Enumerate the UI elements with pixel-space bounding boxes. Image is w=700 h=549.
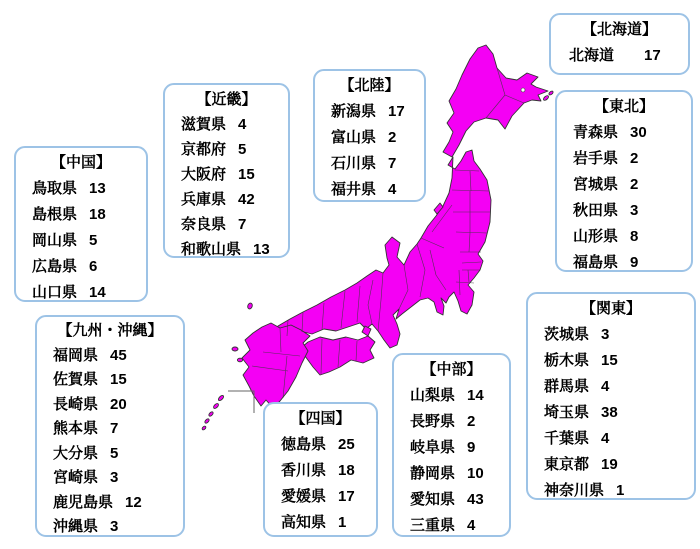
prefecture-row [37, 393, 183, 418]
prefecture-name: 熊本県 [53, 420, 99, 437]
prefecture-value: 13 [89, 180, 106, 197]
prefecture-row [528, 374, 694, 400]
prefecture-row [315, 177, 424, 202]
prefecture-row [37, 417, 183, 442]
region-box-tohoku [555, 90, 693, 272]
prefecture-value: 7 [388, 155, 397, 172]
prefecture-name: 神奈川県 [544, 482, 605, 499]
prefecture-row [315, 125, 424, 151]
prefecture-name: 岡山県 [32, 232, 78, 249]
prefecture-row [557, 250, 691, 272]
hokkaido-landmass [443, 45, 548, 157]
prefecture-value: 19 [601, 456, 618, 473]
prefecture-value: 5 [110, 444, 119, 462]
prefecture-row [37, 466, 183, 491]
shikoku-landmass [302, 336, 375, 375]
awaji-island [362, 326, 371, 336]
prefecture-name: 沖縄県 [53, 518, 99, 535]
prefecture-row [265, 432, 376, 458]
prefecture-row [394, 513, 509, 537]
prefecture-name: 京都府 [181, 141, 227, 158]
prefecture-value: 13 [253, 241, 270, 258]
prefecture-row [528, 452, 694, 478]
prefecture-name: 滋賀県 [181, 116, 227, 133]
prefecture-row [165, 162, 288, 187]
prefecture-name: 福岡県 [53, 346, 99, 364]
prefecture-name: 和歌山県 [181, 241, 242, 258]
prefecture-row [16, 202, 146, 228]
prefecture-row [165, 237, 288, 258]
hokkaido-lake [521, 88, 525, 92]
prefecture-row [557, 120, 691, 146]
prefecture-name: 山梨県 [410, 387, 456, 404]
prefecture-name: 愛知県 [410, 491, 456, 508]
prefecture-value: 4 [388, 181, 397, 198]
prefecture-row [37, 442, 183, 467]
kyushu-landmass [242, 323, 310, 408]
prefecture-name: 長野県 [410, 413, 456, 430]
prefecture-value: 2 [630, 176, 639, 193]
prefecture-name: 鳥取県 [32, 180, 78, 197]
region-title: 【北陸】 [339, 77, 400, 94]
prefecture-value: 15 [601, 352, 618, 369]
prefecture-name: 宮崎県 [53, 469, 99, 486]
prefecture-value: 2 [467, 413, 476, 430]
prefecture-row [551, 43, 688, 69]
prefecture-value: 10 [467, 465, 484, 482]
prefecture-value: 25 [338, 436, 355, 453]
prefecture-value: 20 [110, 395, 127, 413]
prefecture-value: 42 [238, 191, 255, 208]
region-title: 【九州・沖縄】 [57, 322, 163, 339]
prefecture-value: 5 [89, 232, 98, 249]
prefecture-value: 18 [89, 206, 106, 223]
region-box-hokkaido [549, 13, 690, 75]
region-box-chubu [392, 353, 511, 537]
prefecture-row [16, 228, 146, 254]
prefecture-name: 富山県 [331, 129, 377, 146]
region-box-shikoku [263, 402, 378, 537]
region-box-hokuriku [313, 69, 426, 202]
prefecture-name: 山形県 [573, 228, 619, 245]
prefecture-name: 高知県 [281, 514, 327, 531]
prefecture-value: 38 [601, 404, 618, 421]
prefecture-name: 大分県 [53, 444, 99, 462]
prefecture-name: 東京都 [544, 456, 590, 473]
prefecture-value: 4 [467, 517, 476, 534]
prefecture-name: 岩手県 [573, 150, 619, 167]
prefecture-name: 島根県 [32, 206, 78, 223]
prefecture-value: 3 [601, 326, 610, 343]
prefecture-row [165, 137, 288, 162]
prefecture-name: 香川県 [281, 462, 327, 479]
prefecture-row [165, 212, 288, 237]
prefecture-row [315, 99, 424, 125]
prefecture-row [165, 112, 288, 137]
prefecture-name: 埼玉県 [544, 404, 590, 421]
region-box-kanto [526, 292, 696, 500]
prefecture-value: 17 [338, 488, 355, 505]
prefecture-value: 45 [110, 346, 127, 364]
region-title: 【近畿】 [196, 91, 257, 108]
prefecture-row [37, 368, 183, 393]
prefecture-value: 4 [601, 430, 610, 447]
prefecture-row [557, 172, 691, 198]
prefecture-name: 鹿児島県 [53, 493, 114, 511]
prefecture-value: 18 [338, 462, 355, 479]
prefecture-row [528, 478, 694, 500]
prefecture-row [37, 344, 183, 369]
prefecture-name: 茨城県 [544, 326, 590, 343]
prefecture-row [265, 458, 376, 484]
prefecture-row [16, 254, 146, 280]
prefecture-value: 12 [125, 493, 142, 511]
prefecture-name: 北海道 [569, 47, 615, 64]
prefecture-value: 3 [630, 202, 639, 219]
prefecture-name: 愛媛県 [281, 488, 327, 505]
region-title: 【中国】 [50, 154, 111, 171]
prefecture-row [37, 491, 183, 516]
region-box-chugoku [14, 146, 148, 302]
prefecture-row [557, 146, 691, 172]
prefecture-value: 30 [630, 124, 647, 141]
prefecture-value: 2 [388, 129, 397, 146]
prefecture-value: 1 [338, 514, 347, 531]
prefecture-value: 14 [89, 284, 106, 301]
prefecture-name: 石川県 [331, 155, 377, 172]
prefecture-row [557, 198, 691, 224]
prefecture-row [265, 510, 376, 536]
prefecture-row [394, 487, 509, 513]
region-box-kyushu-okinawa [35, 315, 185, 537]
prefecture-value: 14 [467, 387, 484, 404]
prefecture-value: 43 [467, 491, 484, 508]
prefecture-name: 三重県 [410, 517, 456, 534]
prefecture-row [557, 224, 691, 250]
prefecture-name: 徳島県 [281, 436, 327, 453]
prefecture-value: 6 [89, 258, 98, 275]
prefecture-row [37, 515, 183, 537]
prefecture-name: 秋田県 [573, 202, 619, 219]
region-title: 【東北】 [593, 98, 654, 115]
prefecture-value: 2 [630, 150, 639, 167]
prefecture-value: 9 [630, 254, 639, 271]
prefecture-value: 4 [601, 378, 610, 395]
prefecture-row [528, 426, 694, 452]
prefecture-name: 奈良県 [181, 216, 227, 233]
okinawa-inset-bracket [228, 391, 254, 413]
prefecture-name: 静岡県 [410, 465, 456, 482]
prefecture-name: 福島県 [573, 254, 619, 271]
prefecture-value: 5 [238, 141, 247, 158]
prefecture-name: 宮城県 [573, 176, 619, 193]
prefecture-name: 兵庫県 [181, 191, 227, 208]
prefecture-value: 9 [467, 439, 476, 456]
prefecture-name: 佐賀県 [53, 371, 99, 388]
prefecture-name: 群馬県 [544, 378, 590, 395]
prefecture-row [394, 461, 509, 487]
prefecture-name: 長崎県 [53, 395, 99, 413]
prefecture-row [265, 484, 376, 510]
prefecture-value: 1 [616, 482, 625, 499]
prefecture-name: 青森県 [573, 124, 619, 141]
region-title: 【中部】 [421, 361, 482, 378]
prefecture-row [528, 400, 694, 426]
prefecture-value: 15 [238, 166, 255, 183]
prefecture-value: 15 [110, 371, 127, 388]
prefecture-row [394, 435, 509, 461]
prefecture-value: 4 [238, 116, 247, 133]
prefecture-value: 17 [644, 47, 661, 64]
prefecture-name: 福井県 [331, 181, 377, 198]
prefecture-row [16, 280, 146, 302]
prefecture-name: 千葉県 [544, 430, 590, 447]
prefecture-value: 7 [238, 216, 247, 233]
prefecture-name: 山口県 [32, 284, 78, 301]
prefecture-row [16, 176, 146, 202]
prefecture-row [528, 322, 694, 348]
prefecture-name: 新潟県 [331, 103, 377, 120]
region-title: 【関東】 [580, 300, 641, 317]
prefecture-name: 大阪府 [181, 166, 227, 183]
prefecture-name: 広島県 [32, 258, 78, 275]
okinawa-islands [201, 395, 224, 431]
prefecture-value: 17 [388, 103, 405, 120]
prefecture-row [528, 348, 694, 374]
prefecture-name: 栃木県 [544, 352, 590, 369]
region-title: 【北海道】 [581, 21, 657, 38]
prefecture-value: 7 [110, 420, 119, 437]
prefecture-value: 3 [110, 469, 119, 486]
prefecture-row [394, 383, 509, 409]
region-title: 【四国】 [290, 410, 351, 427]
prefecture-value: 3 [110, 518, 119, 535]
prefecture-row [315, 151, 424, 177]
prefecture-row [165, 187, 288, 212]
prefecture-row [394, 409, 509, 435]
region-box-kinki [163, 83, 290, 258]
prefecture-value: 8 [630, 228, 639, 245]
prefecture-name: 岐阜県 [410, 439, 456, 456]
